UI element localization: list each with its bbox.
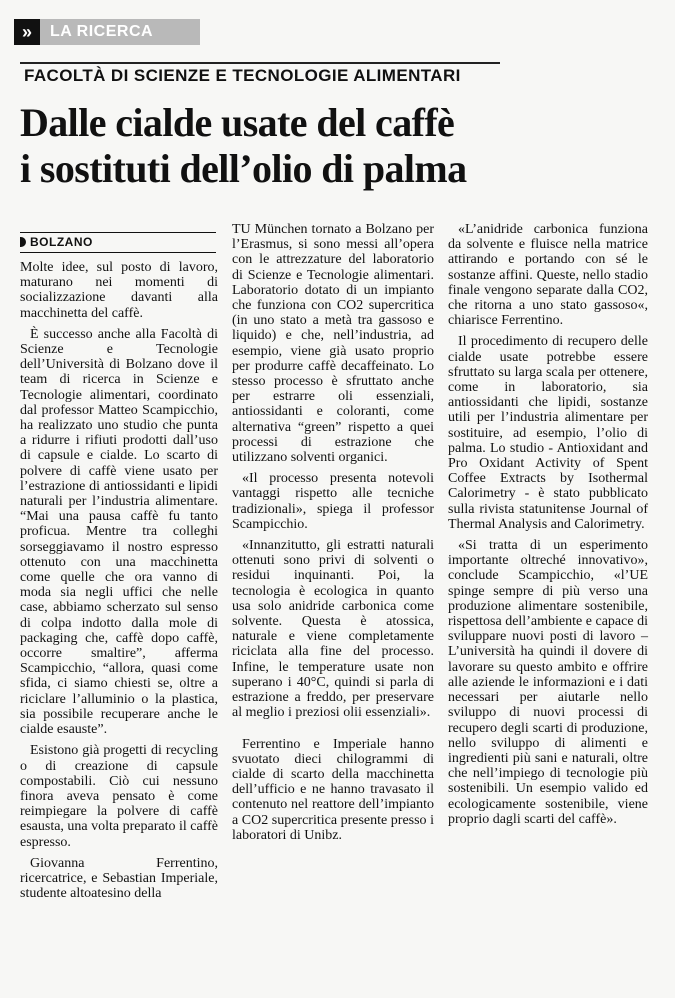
dateline-marker-icon <box>20 237 26 247</box>
paragraph: Giovanna Ferrentino, ricercatrice, e Sebastian Imperiale, studente altoatesino della <box>20 855 218 902</box>
dateline-text: BOLZANO <box>30 235 93 249</box>
article-column-2 <box>232 222 434 849</box>
headline-line-1: Dalle cialde usate del caffè <box>20 100 455 145</box>
paragraph-gap <box>232 727 434 737</box>
paragraph: È successo anche alla Facoltà di Scienze e Tecnologie dell’Università di Bolzano dove il team di ricerca in Scienze e Tecnologie alimentari, coordinato dal professor Matteo Scampicchio, ha realizzato uno studio che punta a ridurre i rifiuti prodotti dall’uso di capsule e cialde. Lo scarto di polvere di caffè viene usato per l’estrazione di antiossidanti e lipidi naturali per l’industria alimentare. “Mai una pausa caffè fu tanto proficua. Mentre tra colleghi sorseggiavamo il nostro espresso ottenuto con una macchinetta come quelle che ora vanno di moda sia negli uffici che nelle case, abbiamo scherzato sul senso di colpa indotto dalla mole di packaging che, caffè dopo caffè, occorre smaltire”, afferma Scampicchio, “allora, quasi come sfida, ci siamo chiesti se, oltre a riciclare l’alluminio o la plastica, sia possibile recuperare anche le cialde esauste”. <box>20 326 218 738</box>
paragraph: Esistono già progetti di recycling o di creazione di capsule compostabili. Ciò cui nessuno finora aveva pensato è come reimpiegare la polvere di caffè esausta, una volta preparato il caffè espresso. <box>20 743 218 850</box>
paragraph: TU München tornato a Bolzano per l’Erasmus, si sono messi all’opera con le attrezzature del laboratorio di Scienze e Tecnologie alimentari. Laboratorio dotato di un impianto che funziona con CO2 supercritica (in uno stato a metà tra gassoso e liquido) e che, nell’industria, ad esempio, viene già usato proprio per produrre caffè decaffeinato. Lo stesso processo è sfruttato anche per estrarre oli essenziali, antiossidanti e coloranti, come alternativa “green” rispetto a quei processi di estrazione che utilizzano solventi organici. <box>232 222 434 466</box>
article-column-3 <box>448 222 648 833</box>
paragraph: Molte idee, sul posto di lavoro, maturano nei momenti di socializzazione davanti alla macchinetta del caffè. <box>20 260 218 321</box>
paragraph: «Innanzitutto, gli estratti naturali ottenuti sono privi di solventi o residui inquinanti. Poi, la tecnologia è ecologica in quanto usa solo anidride carbonica come solvente. Questa è atossica, naturale e viene completamente riciclata alla fine del processo. Infine, le temperature usate non superano i 40°C, quindi si parla di estrazione a freddo, per preservare al meglio i preziosi olii essenziali». <box>232 538 434 721</box>
paragraph: Ferrentino e Imperiale hanno svuotato dieci chilogrammi di cialde di scarto della macchinetta dell’ufficio e ne hanno travasato il contenuto nel reattore dell’impianto a CO2 supercritica presente presso i laboratori di Unibz. <box>232 736 434 843</box>
paragraph: «L’anidride carbonica funziona da solvente e fluisce nella matrice attirando e portando con sé le sostanze affini. Queste, nello stadio finale vengono separate dalla CO2, che ritorna a uno stato gassoso«, chiarisce Ferrentino. <box>448 222 648 329</box>
kicker-label: LA RICERCA <box>40 19 200 45</box>
kicker-arrow-icon: » <box>14 19 40 45</box>
headline-line-2: i sostituti dell’olio di palma <box>20 146 467 191</box>
section-title: FACOLTÀ DI SCIENZE E TECNOLOGIE ALIMENTARI <box>24 66 461 85</box>
kicker <box>14 16 200 48</box>
paragraph: «Il processo presenta notevoli vantaggi rispetto alle tecniche tradizionali», spiega il professor Scampicchio. <box>232 471 434 532</box>
section-rule <box>20 62 500 64</box>
paragraph: Il procedimento di recupero delle cialde usate potrebbe essere sfruttato su larga scala per ottenere, come in laboratorio, sia antiossidanti che lipidi, sostanze utili per l’industria alimentare per sostituire, ad esempio, l’olio di palma. Lo studio - Antioxidant and Pro Oxidant Activity of Spent Coffee Extracts by Isothermal Calorimetry - è stato pubblicato sulla rivista statunitense Journal of Thermal Analysis and Calorimetry. <box>448 334 648 532</box>
headline <box>20 100 670 192</box>
dateline-rule-bottom <box>20 252 216 253</box>
dateline-rule-top <box>20 232 216 233</box>
paragraph: «Si tratta di un esperimento importante oltreché innovativo», conclude Scampicchio, «l’UE spinge sempre di più verso una produzione alimentare sostenibile, rispettosa dell’ambiente e capace di sviluppare nuovi posti di lavoro – L’università ha quindi il dovere di lavorare su questo ambito e offrire alle aziende le informazioni e i dati necessari per aiutarle nello sviluppo di nuovi processi di recupero degli scarti di produzione, nello sviluppo di alimenti e ingredienti più sani e naturali, oltre che nell’impiego di tecnologie più sostenibili. Un esempio valido ed ecologicamente sostenibile, viene proprio dagli scarti del caffè». <box>448 538 648 827</box>
dateline <box>20 235 93 249</box>
article-column-1 <box>20 260 218 907</box>
